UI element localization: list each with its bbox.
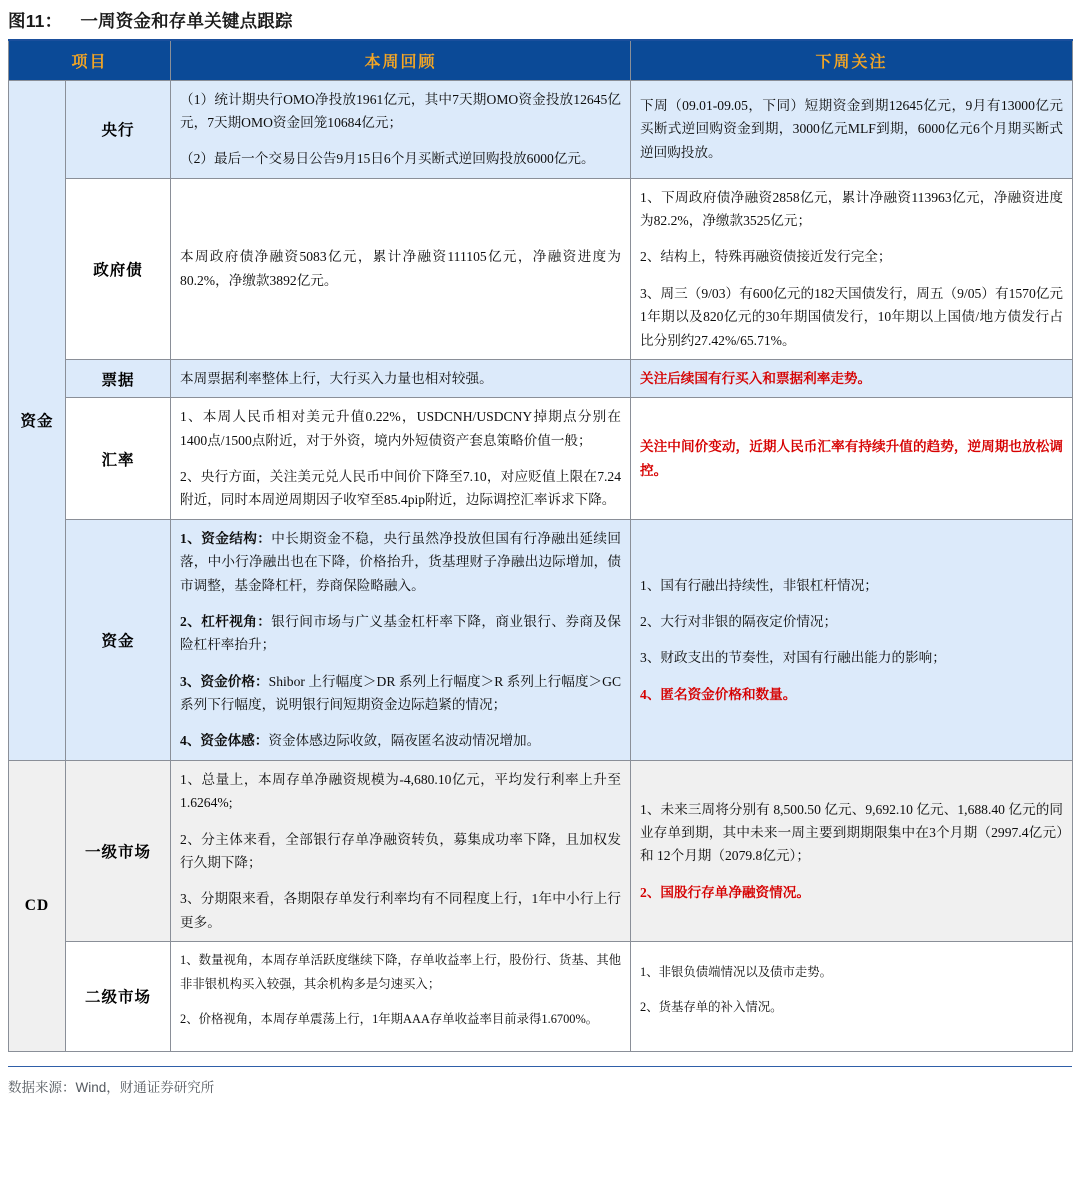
paragraph: 1、本周人民币相对美元升值0.22%，USDCNH/USDCNY掉期点分别在1400点/1500点附近，对于外资，境内外短债资产套息策略价值一般；	[180, 409, 622, 448]
table-row	[9, 398, 1073, 520]
paragraph	[180, 527, 621, 597]
cell-outlook-liquidity	[631, 519, 1073, 760]
cell-review-central-bank	[171, 80, 631, 178]
cell-outlook-bills	[631, 359, 1073, 397]
paragraph: （2）最后一个交易日公告9月15日6个月买断式逆回购投放6000亿元。	[180, 151, 595, 167]
figure-title-text: 一周资金和存单关键点跟踪	[80, 11, 293, 31]
cell-outlook-fx	[631, 398, 1073, 520]
row-label-liquidity: 资金	[66, 519, 171, 760]
paragraph-highlight: 4、匿名资金价格和数量。	[640, 686, 797, 702]
paragraph	[180, 670, 621, 717]
paragraph-text: Shibor 上行幅度＞DR 系列上行幅度＞R 系列上行幅度＞GC 系列下行幅度，说明银行间短期资金边际趋紧的情况；	[180, 673, 622, 712]
paragraph: 3、分期限来看，各期限存单发行利率均有不同程度上行，1年中小行上行更多。	[180, 891, 622, 930]
table-row	[9, 942, 1073, 1052]
row-label-fx: 汇率	[66, 398, 171, 520]
paragraph: 2、货基存单的补入情况。	[640, 1000, 783, 1015]
paragraph: 本周票据利率整体上行，大行买入力量也相对较强。	[180, 370, 493, 386]
table-header-row	[9, 40, 1073, 80]
cell-review-liquidity	[171, 519, 631, 760]
paragraph: 1、非银负债端情况以及债市走势。	[640, 964, 833, 979]
paragraph-highlight: 关注后续国有行买入和票据利率走势。	[640, 370, 872, 386]
table-body	[9, 80, 1073, 1051]
paragraph: 3、周三（9/03）有600亿元的182天国债发行，周五（9/05）有1570亿元1年期以及820亿元的30年期国债发行，10年期以上国债/地方债发行占比分别约27.42%/65.71%。	[640, 285, 1064, 348]
paragraph: 下周（09.01-09.05，下同）短期资金到期12645亿元，9月有13000亿元买断式逆回购资金到期，3000亿元MLF到期，6000亿元6个月期买断式逆回购投放。	[640, 98, 1064, 160]
cell-review-bills	[171, 359, 631, 397]
figure-number: 图11：	[8, 11, 63, 31]
cell-review-secondary-market	[171, 942, 631, 1052]
paragraph: 2、结构上，特殊再融资债接近发行完全；	[640, 249, 892, 265]
key-points-table	[8, 39, 1073, 1052]
row-label-secondary-market: 二级市场	[66, 942, 171, 1052]
paragraph: （1）统计期央行OMO净投放1961亿元，其中7天期OMO资金投放12645亿元，7天期OMO资金回笼10684亿元；	[180, 91, 622, 130]
paragraph-text: 银行间市场与广义基金杠杆率下降，商业银行、券商及保险杠杆率抬升；	[180, 613, 622, 653]
figure-title	[0, 0, 1080, 39]
header-outlook: 下周关注	[631, 40, 1073, 80]
paragraph: 1、总量上，本周存单净融资规模为-4,680.10亿元，平均发行利率上升至 1.6264%;	[180, 771, 622, 811]
paragraph: 2、大行对非银的隔夜定价情况；	[640, 613, 838, 629]
row-label-government-bond: 政府债	[66, 178, 171, 359]
paragraph: 3、财政支出的节奏性，对国有行融出能力的影响；	[640, 650, 946, 666]
paragraph-highlight: 2、国股行存单净融资情况。	[640, 884, 810, 900]
paragraph-highlight: 关注中间价变动，近期人民币汇率有持续升值的趋势，逆周期也放松调控。	[640, 439, 1064, 478]
paragraph: 2、分主体来看，全部银行存单净融资转负，募集成功率下降，且加权发行久期下降；	[180, 831, 622, 870]
row-label-bills: 票据	[66, 359, 171, 397]
paragraph: 本周政府债净融资5083亿元，累计净融资111105亿元，净融资进度为80.2%，净缴款3892亿元。	[180, 249, 622, 288]
header-review: 本周回顾	[171, 40, 631, 80]
table-row	[9, 760, 1073, 941]
source-note: 数据来源：Wind，财通证券研究所	[8, 1066, 1072, 1096]
table-header	[9, 40, 1073, 80]
table-row	[9, 519, 1073, 760]
section-label-cd: CD	[9, 760, 66, 1051]
row-label-central-bank: 央行	[66, 80, 171, 178]
cell-outlook-secondary-market	[631, 942, 1073, 1052]
paragraph-text: 资金体感边际收敛，隔夜匿名波动情况增加。	[268, 733, 541, 749]
header-category: 项目	[9, 40, 171, 80]
paragraph: 1、未来三周将分别有 8,500.50 亿元、9,692.10 亿元、1,688.40 亿元的同业存单到期，其中未来一周主要到期期限集中在3个月期（2997.4亿元）和 12个月期（2079.8亿元）；	[640, 801, 1064, 864]
paragraph	[180, 610, 621, 657]
cell-outlook-primary-market	[631, 760, 1073, 941]
paragraph-label: 3、资金价格：	[180, 673, 269, 689]
cell-review-fx	[171, 398, 631, 520]
cell-review-government-bond	[171, 178, 631, 359]
cell-outlook-government-bond	[631, 178, 1073, 359]
cell-review-primary-market	[171, 760, 631, 941]
table-row	[9, 80, 1073, 178]
table-row	[9, 359, 1073, 397]
row-label-primary-market: 一级市场	[66, 760, 171, 941]
cell-outlook-central-bank	[631, 80, 1073, 178]
paragraph-label: 1、资金结构：	[180, 530, 272, 546]
section-label-funding: 资金	[9, 80, 66, 760]
paragraph-label: 2、杠杆视角：	[180, 613, 272, 629]
paragraph-label: 4、资金体感：	[180, 733, 269, 749]
paragraph: 1、数量视角，本周存单活跃度继续下降，存单收益率上行，股份行、货基、其他非非银机构买入较强，其余机构多是匀速买入；	[180, 953, 622, 991]
paragraph-text: 中长期资金不稳，央行虽然净投放但国有行净融出延续回落，中小行净融出也在下降，价格抬升，货基理财子净融出边际增加，债市调整，基金降杠杆，券商保险略融入。	[180, 530, 622, 593]
paragraph: 1、国有行融出持续性，非银杠杆情况；	[640, 577, 878, 593]
paragraph: 1、下周政府债净融资2858亿元，累计净融资113963亿元，净融资进度为82.2%，净缴款3525亿元；	[640, 189, 1064, 228]
paragraph: 2、价格视角，本周存单震荡上行，1年期AAA存单收益率目前录得1.6700%。	[180, 1012, 599, 1027]
paragraph	[180, 729, 621, 752]
paragraph: 2、央行方面，关注美元兑人民币中间价下降至7.10，对应贬值上限在7.24附近，同时本周逆周期因子收窄至85.4pip附近，边际调控汇率诉求下降。	[180, 469, 622, 508]
table-row	[9, 178, 1073, 359]
